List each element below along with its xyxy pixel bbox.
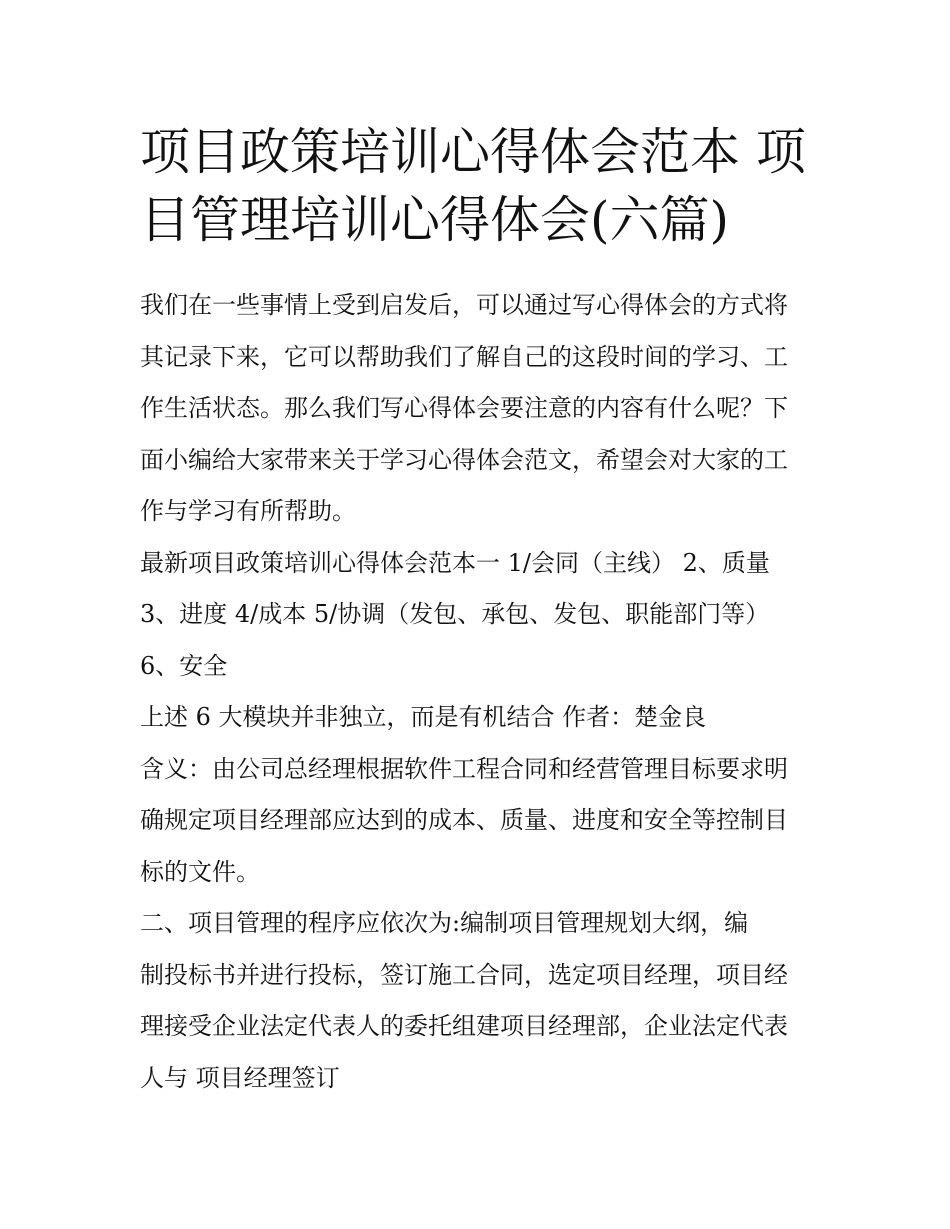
body-line: 6、安全	[140, 651, 228, 680]
body-line: 含义：由公司总经理根据软件工程合同和经营管理目标要求明	[140, 754, 788, 783]
title-line: 项目政策培训心得体会范本 项	[140, 123, 806, 181]
body-line: 3、进度 4/成本 5/协调（发包、承包、发包、职能部门等）	[140, 600, 770, 628]
document-title	[140, 118, 820, 254]
body-line: 确规定项目经理部应达到的成本、质量、进度和安全等控制目	[140, 806, 788, 834]
body-line: 制投标书并进行投标，签订施工合同，选定项目经理，项目经	[140, 960, 788, 989]
body-line: 面小编给大家带来关于学习心得体会范文，希望会对大家的工	[140, 445, 788, 474]
body-line: 二、项目管理的程序应依次为:编制项目管理规划大纲，编	[140, 909, 749, 937]
body-line: 作与学习有所帮助。	[140, 497, 356, 525]
document-body	[140, 280, 820, 1104]
body-line: 作生活状态。那么我们写心得体会要注意的内容有什么呢？下	[140, 394, 788, 422]
body-line: 人与 项目经理签订	[140, 1063, 340, 1092]
body-line: 标的文件。	[140, 857, 260, 886]
body-line: 最新项目政策培训心得体会范本一 1/会同（主线） 2、质量	[140, 548, 770, 577]
body-line: 理接受企业法定代表人的委托组建项目经理部，企业法定代表	[140, 1012, 788, 1040]
body-line: 其记录下来，它可以帮助我们了解自己的这段时间的学习、工	[140, 342, 788, 371]
body-line: 我们在一些事情上受到启发后，可以通过写心得体会的方式将	[140, 291, 788, 319]
title-line: 目管理培训心得体会(六篇)	[140, 191, 730, 249]
body-line: 上述 6 大模块并非独立，而是有机结合 作者：楚金良	[140, 703, 707, 731]
